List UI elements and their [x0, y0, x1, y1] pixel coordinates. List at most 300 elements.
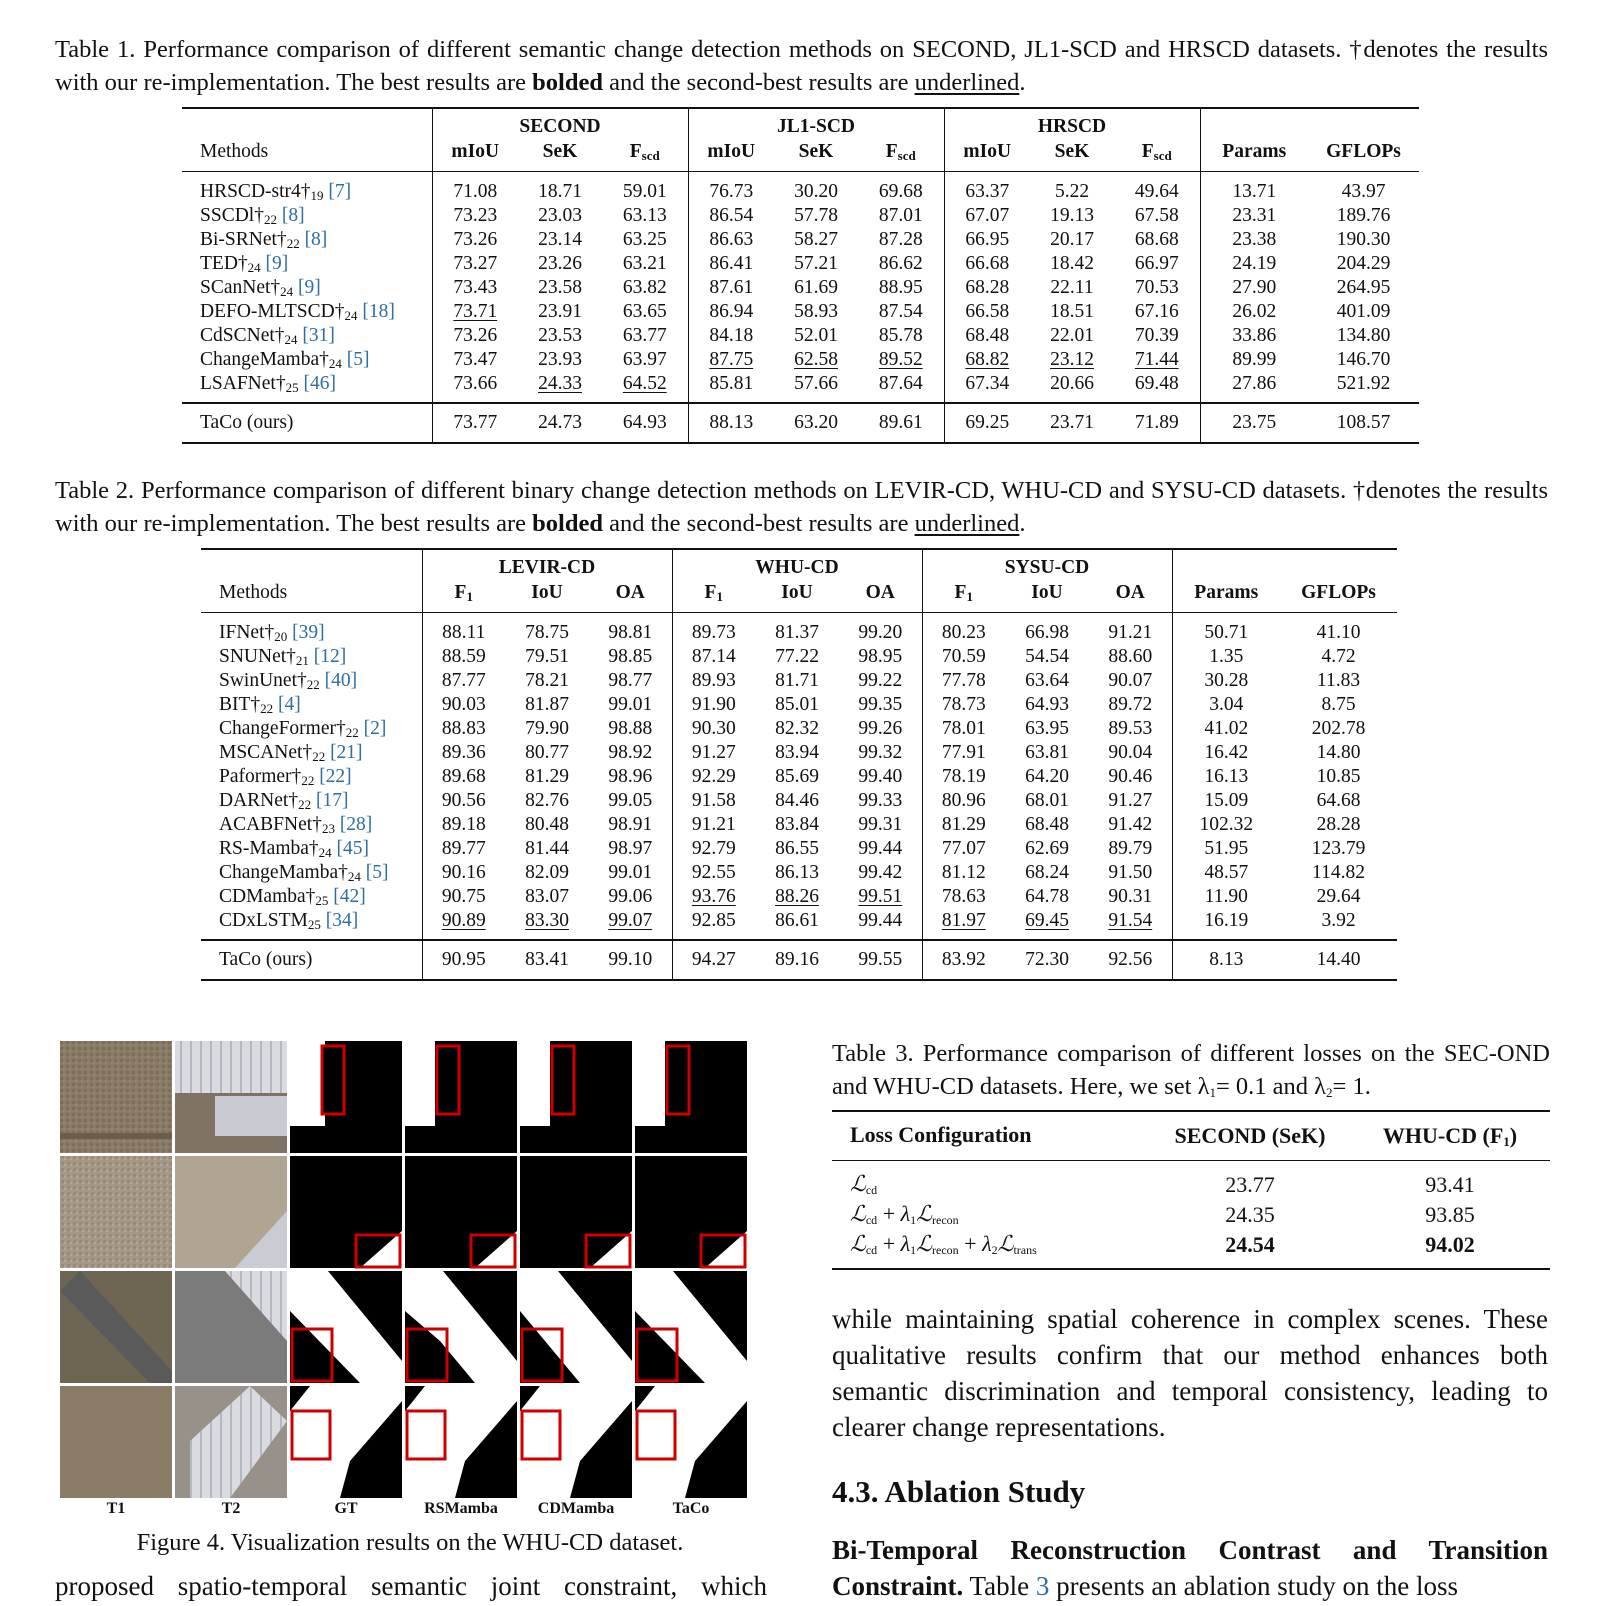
value-cell: 20.17 [1050, 229, 1094, 250]
value-cell: 85.78 [878, 325, 923, 346]
value-cell: 99.32 [858, 742, 903, 763]
method-name: $DARNet\dagger_{22}$ [17] [219, 789, 349, 812]
value-cell: 79.51 [525, 646, 569, 667]
value-cell: 50.71 [1172, 613, 1280, 646]
method-name: $SCanNet\dagger_{24}$ [9] [200, 276, 321, 299]
method-name: HRSCD-$str4\dagger_{19}$ [7] [200, 180, 352, 203]
value-cell: 73.43 [432, 276, 518, 300]
table3 [832, 1110, 1550, 1270]
value-cell: 26.02 [1200, 300, 1308, 324]
value-cell: 99.44 [858, 838, 903, 859]
value-cell: 108.57 [1336, 412, 1391, 433]
value-cell: 77.07 [922, 837, 1005, 861]
value-cell: 80.77 [525, 742, 569, 763]
value-cell: 63.64 [1025, 670, 1069, 691]
value-cell: 99.22 [858, 670, 903, 691]
value-cell: 23.38 [1200, 228, 1308, 252]
value-cell: 22.11 [1050, 277, 1094, 298]
figure4-label-rsmamba: RSMamba [424, 1500, 498, 1517]
value-cell: 67.34 [944, 372, 1030, 403]
value-cell: 89.36 [422, 741, 505, 765]
value-cell: 89.77 [422, 837, 505, 861]
citation-link[interactable]: [46] [303, 372, 336, 394]
value-cell: 19.13 [1050, 205, 1094, 226]
method-name: $RS-Mamba\dagger_{24}$ [45] [219, 837, 370, 860]
value-cell: 83.30 [525, 910, 569, 931]
value-cell: 73.47 [432, 348, 518, 372]
value-cell: 86.63 [688, 228, 774, 252]
value-cell: 90.16 [422, 861, 505, 885]
value-cell: 99.26 [858, 718, 903, 739]
value-cell: 99.33 [858, 790, 903, 811]
value-cell: 99.40 [858, 766, 903, 787]
table1: SECOND JL1-SCD HRSCD Methods mIoU SeK $F_{scd}$ mIoU SeK $F_{scd}$ mIoU SeK $F_{scd}$ Params GFLOPs HRSCD-$str4\dagger_{19}$ [7] 71.08 18.71 59.01 76.73 30.20 69.68 63.37 5.22 49.64 13.71 43.97 $SSCDl\dagger_{22}$ [8] 73.23 23.03 63.13 86.54 57.78 87.01 67.07 19.13 67.58 23.31 189.76 $Bi-SRNet\dagger_{22}$ [8] 73.26 23.14 63.25 86.63 58.27 87.28 66.95 20.17 68.68 23.38 190.30 $TED\dagger_{24}$ [9] 73.27 23.26 63.21 86.41 57.21 86.62 66.68 18.42 66.97 24.19 204.29 $SCanNet\dagger_{24}$ [9] 73.43 23.58 63.82 87.61 61.69 88.95 68.28 22.11 70.53 27.90 264.95 DEFO-$MLTSCD\dagger_{24}$ [18] 73.71 23.91 63.65 86.94 58.93 87.54 66.58 18.51 67.16 26.02 401.09 $CdSCNet\dagger_{24}$ [31] 73.26 23.53 63.77 84.18 52.01 85.78 68.48 22.01 70.39 33.86 134.80 $ChangeMamba\dagger_{24}$ [5] 73.47 23.93 63.97 87.75 62.58 89.52 68.82 23.12 71.44 89.99 146.70 $LSAFNet\dagger_{25}$ [46] 73.66 24.33 64.52 85.81 57.66 87.64 67.34 20.66 69.48 27.86 521.92 TaCo (ours) 73.77 24.73 64.93 88.13 63.20 89.61 69.25 23.71 71.89 23.75 108.57 [182, 107, 1419, 444]
method-name: $MSCANet\dagger_{22}$ [21] [219, 741, 363, 764]
value-cell: 90.30 [672, 717, 755, 741]
value-cell: 87.01 [878, 205, 923, 226]
value-cell: 77.78 [922, 669, 1005, 693]
table3-header-config: Loss Configuration [850, 1122, 1032, 1147]
value-cell: 99.44 [858, 910, 903, 931]
value-cell: 81.71 [775, 670, 819, 691]
value-cell: 92.29 [672, 765, 755, 789]
method-name: $SwinUnet\dagger_{22}$ [40] [219, 669, 358, 692]
value-cell: 79.90 [525, 718, 569, 739]
value-cell: 15.09 [1172, 789, 1280, 813]
value-cell: 63.20 [794, 412, 838, 433]
figure4-row-4 [60, 1386, 747, 1498]
value-cell: 83.07 [525, 886, 569, 907]
value-cell: 90.95 [422, 940, 505, 980]
table2-row [201, 765, 1397, 789]
value-cell: 73.71 [432, 300, 518, 324]
value-cell: 73.23 [432, 204, 518, 228]
method-name: $ChangeMamba\dagger_{24}$ [5] [219, 861, 389, 884]
value-cell: 63.25 [622, 229, 667, 250]
value-cell: 73.26 [432, 228, 518, 252]
table1-col-gflops: GFLOPs [1326, 141, 1401, 162]
value-cell: 89.93 [672, 669, 755, 693]
value-cell: 81.44 [525, 838, 569, 859]
value-cell: 86.13 [775, 862, 819, 883]
value-cell: 85.01 [775, 694, 819, 715]
value-cell: 98.95 [858, 646, 903, 667]
value-cell: 64.20 [1025, 766, 1069, 787]
method-name: $LSAFNet\dagger_{25}$ [46] [200, 372, 336, 395]
citation-link[interactable]: [21] [330, 741, 363, 763]
value-cell: 24.19 [1200, 252, 1308, 276]
value-cell: 114.82 [1312, 862, 1365, 883]
value-cell: 99.07 [608, 910, 653, 931]
value-cell: 78.73 [922, 693, 1005, 717]
table1-ours-row [182, 403, 1419, 443]
value-cell: 13.71 [1200, 172, 1308, 205]
value-cell: 87.54 [878, 301, 923, 322]
value-cell: 86.62 [878, 253, 923, 274]
citation-link[interactable]: [45] [336, 837, 370, 859]
citation-link[interactable]: [12] [313, 645, 347, 667]
value-cell: 146.70 [1336, 349, 1391, 370]
value-cell: 69.48 [1134, 373, 1179, 394]
table1-group-hrscd: HRSCD [944, 108, 1200, 139]
figure4-row-3 [60, 1271, 747, 1383]
value-cell: 86.94 [688, 300, 774, 324]
table3-caption: Table 3. Performance comparison of different losses on the SEC-OND and WHU-CD datasets. Here, we set $\lambda_1= 0.1$ and $\lambda_2= 1$. [832, 1040, 1550, 1100]
value-cell: 80.96 [922, 789, 1005, 813]
value-cell: 91.58 [672, 789, 755, 813]
value-cell: 29.64 [1316, 886, 1361, 907]
value-cell: 16.13 [1172, 765, 1280, 789]
value-cell: 3.92 [1321, 910, 1356, 931]
value-cell: 66.98 [1025, 622, 1069, 643]
value-cell: 91.50 [1108, 862, 1153, 883]
table1-caption: Table 1. Performance comparison of different semantic change detection methods on SECOND, JL1-SCD and HRSCD datasets. †denotes the results with our re-implementation. The best results are bolded and the second-best results are underlined. [55, 36, 1549, 96]
table1-row [182, 172, 1419, 205]
value-cell: 82.76 [525, 790, 569, 811]
citation-link[interactable]: [28] [339, 813, 373, 835]
value-cell: 99.31 [858, 814, 903, 835]
figure4-label-t1: T1 [106, 1500, 126, 1517]
value-cell: 68.24 [1025, 862, 1069, 883]
subsection-paragraph: Bi-Temporal Reconstruction Contrast and Transition Constraint. Table 3 presents an ablation study on the loss [832, 1535, 1548, 1601]
value-cell: 99.06 [608, 886, 653, 907]
value-cell: 86.41 [688, 252, 774, 276]
table2-methods-header: Methods [219, 582, 288, 603]
value-cell: 23.03 [538, 205, 582, 226]
value-cell: 4.72 [1321, 646, 1356, 667]
citation-link[interactable]: [18] [362, 300, 395, 322]
value-cell: 70.39 [1134, 325, 1179, 346]
table2-row [201, 837, 1397, 861]
value-cell: 64.52 [622, 373, 667, 394]
value-cell: 16.42 [1172, 741, 1280, 765]
citation-link[interactable]: [40] [324, 669, 358, 691]
table3-row: ℒ$_{cd}$ + $\lambda_1ℒ_{recon}$ 24.35 93.85 [850, 1201, 1475, 1227]
section-heading: 4.3. Ablation Study [832, 1474, 1086, 1509]
value-cell: 99.42 [858, 862, 903, 883]
left-paragraph: proposed spatio-temporal semantic joint constraint, which [55, 1571, 767, 1601]
value-cell: 68.48 [944, 324, 1030, 348]
value-cell: 67.58 [1134, 205, 1179, 226]
value-cell: 57.78 [794, 205, 838, 226]
value-cell: 98.88 [608, 718, 653, 739]
value-cell: 43.97 [1341, 181, 1386, 202]
value-cell: 68.82 [944, 348, 1030, 372]
value-cell: 54.54 [1025, 646, 1069, 667]
value-cell: 99.01 [608, 862, 653, 883]
value-cell: 83.41 [525, 949, 569, 970]
method-name: $CDMamba\dagger_{25}$ [42] [219, 885, 366, 908]
value-cell: 78.75 [525, 622, 569, 643]
value-cell: 63.97 [622, 349, 667, 370]
citation-link[interactable]: [2] [363, 717, 387, 739]
value-cell: 102.32 [1172, 813, 1280, 837]
value-cell: 23.12 [1050, 349, 1094, 370]
value-cell: 23.93 [538, 349, 582, 370]
value-cell: 69.68 [878, 181, 923, 202]
value-cell: 66.68 [944, 252, 1030, 276]
value-cell: 8.75 [1321, 694, 1356, 715]
right-paragraph: while maintaining spatial coherence in complex scenes. These qualitative results confirm that our method enhances both semantic discrimination and temporal consistency, leading to clearer change representations. [832, 1304, 1548, 1442]
method-name: CDxLSTM$_{25}$ [34] [219, 909, 359, 932]
method-name: $SSCDl\dagger_{22}$ [8] [200, 204, 305, 227]
value-cell: 83.94 [775, 742, 819, 763]
value-cell: 134.80 [1336, 325, 1391, 346]
citation-link[interactable]: [5] [365, 861, 389, 883]
value-cell: 401.09 [1336, 301, 1391, 322]
table2-row [201, 741, 1397, 765]
citation-link[interactable]: [8] [304, 228, 328, 250]
value-cell: 71.89 [1134, 412, 1179, 433]
value-cell: 99.05 [608, 790, 653, 811]
table2-row [201, 693, 1397, 717]
value-cell: 41.02 [1172, 717, 1280, 741]
figure4-label-taco: TaCo [672, 1500, 710, 1517]
value-cell: 98.97 [608, 838, 653, 859]
method-name: $CdSCNet\dagger_{24}$ [31] [200, 324, 335, 347]
table2-group-sysu: SYSU-CD [922, 549, 1172, 580]
value-cell: 91.21 [672, 813, 755, 837]
value-cell: 73.26 [432, 324, 518, 348]
value-cell: 85.81 [688, 372, 774, 403]
value-cell: 64.78 [1025, 886, 1069, 907]
value-cell: 83.92 [922, 940, 1005, 980]
value-cell: 82.32 [775, 718, 819, 739]
value-cell: 89.68 [422, 765, 505, 789]
value-cell: 90.89 [422, 909, 505, 940]
method-name: $Paformer\dagger_{22}$ [22] [219, 765, 352, 788]
value-cell: 57.21 [794, 253, 838, 274]
method-name: $TED\dagger_{24}$ [9] [200, 252, 289, 275]
value-cell: 23.91 [538, 301, 582, 322]
citation-link[interactable]: [9] [265, 252, 289, 274]
table2-row [201, 909, 1397, 940]
value-cell: 88.13 [688, 403, 774, 443]
value-cell: 30.20 [794, 181, 838, 202]
value-cell: 78.19 [922, 765, 1005, 789]
value-cell: 23.75 [1200, 403, 1308, 443]
value-cell: 264.95 [1336, 277, 1391, 298]
value-cell: 123.79 [1311, 838, 1366, 859]
value-cell: 98.77 [608, 670, 653, 691]
value-cell: 87.77 [422, 669, 505, 693]
table1-col-miou: mIoU [432, 139, 518, 172]
value-cell: 81.29 [922, 813, 1005, 837]
value-cell: 90.04 [1108, 742, 1153, 763]
value-cell: 41.10 [1316, 622, 1361, 643]
citation-link[interactable]: [22] [319, 765, 352, 787]
value-cell: 99.35 [858, 694, 903, 715]
value-cell: 1.35 [1172, 645, 1280, 669]
value-cell: 23.71 [1050, 412, 1094, 433]
citation-link[interactable]: [34] [325, 909, 359, 931]
citation-link[interactable]: [9] [298, 276, 321, 298]
value-cell: 99.55 [858, 949, 903, 970]
value-cell: 24.73 [538, 412, 582, 433]
table2-row [201, 645, 1397, 669]
value-cell: 91.90 [672, 693, 755, 717]
value-cell: 91.42 [1108, 814, 1153, 835]
value-cell: 68.28 [944, 276, 1030, 300]
value-cell: 22.01 [1050, 325, 1094, 346]
value-cell: 88.26 [775, 886, 819, 907]
value-cell: 84.46 [775, 790, 819, 811]
value-cell: 87.14 [672, 645, 755, 669]
value-cell: 16.19 [1172, 909, 1280, 940]
value-cell: 98.81 [608, 622, 653, 643]
citation-link[interactable]: [7] [328, 180, 352, 202]
value-cell: 49.64 [1134, 181, 1179, 202]
value-cell: 90.07 [1108, 670, 1153, 691]
value-cell: 72.30 [1025, 949, 1069, 970]
value-cell: 63.21 [622, 253, 667, 274]
table3-header-second: SECOND (SeK) [1174, 1123, 1326, 1148]
value-cell: 63.77 [622, 325, 667, 346]
value-cell: 24.33 [538, 373, 582, 394]
method-name: $ACABFNet\dagger_{23}$ [28] [219, 813, 373, 836]
value-cell: 33.86 [1200, 324, 1308, 348]
citation-link[interactable]: [17] [315, 789, 349, 811]
value-cell: 59.01 [622, 181, 667, 202]
value-cell: 99.01 [608, 694, 653, 715]
citation-link[interactable]: [42] [333, 885, 366, 907]
value-cell: 86.61 [775, 910, 819, 931]
value-cell: 76.73 [688, 172, 774, 205]
table2-caption-label: Table 2. [55, 477, 135, 504]
value-cell: 89.73 [672, 613, 755, 646]
table2-row [201, 789, 1397, 813]
table2-row [201, 885, 1397, 909]
value-cell: 91.27 [1108, 790, 1153, 811]
value-cell: 73.77 [432, 403, 518, 443]
value-cell: 68.01 [1025, 790, 1069, 811]
value-cell: 63.95 [1025, 718, 1069, 739]
value-cell: 71.08 [432, 172, 518, 205]
value-cell: 89.72 [1108, 694, 1153, 715]
table1-col-fscd: $F_{scd}$ [629, 140, 660, 163]
value-cell: 73.27 [432, 252, 518, 276]
value-cell: 66.97 [1134, 253, 1179, 274]
value-cell: 62.69 [1025, 838, 1069, 859]
value-cell: 11.90 [1172, 885, 1280, 909]
method-name: $Bi-SRNet\dagger_{22}$ [8] [200, 228, 328, 251]
value-cell: 18.71 [538, 181, 582, 202]
value-cell: 91.54 [1108, 910, 1153, 931]
value-cell: 48.57 [1172, 861, 1280, 885]
value-cell: 81.87 [525, 694, 569, 715]
value-cell: 86.55 [775, 838, 819, 859]
value-cell: 204.29 [1336, 253, 1391, 274]
value-cell: 78.01 [922, 717, 1005, 741]
value-cell: 90.75 [422, 885, 505, 909]
value-cell: 23.14 [538, 229, 582, 250]
table1-row [182, 300, 1419, 324]
value-cell: 62.58 [794, 349, 838, 370]
value-cell: 78.63 [922, 885, 1005, 909]
value-cell: 88.60 [1108, 646, 1153, 667]
citation-link[interactable]: [4] [278, 693, 301, 715]
value-cell: 69.25 [944, 403, 1030, 443]
citation-link[interactable]: [39] [292, 621, 325, 643]
value-cell: 67.07 [944, 204, 1030, 228]
value-cell: 14.40 [1316, 949, 1361, 970]
value-cell: 94.27 [672, 940, 755, 980]
table1-row [182, 252, 1419, 276]
table1-row [182, 372, 1419, 403]
table-ref-link[interactable]: 3 [1035, 1571, 1050, 1601]
value-cell: 70.59 [922, 645, 1005, 669]
value-cell: 99.20 [858, 622, 903, 643]
value-cell: 27.86 [1200, 372, 1308, 403]
value-cell: 189.76 [1336, 205, 1391, 226]
value-cell: 77.91 [922, 741, 1005, 765]
value-cell: 82.09 [525, 862, 569, 883]
value-cell: 89.18 [422, 813, 505, 837]
table1-caption-label: Table 1. [55, 36, 136, 63]
value-cell: 70.53 [1134, 277, 1179, 298]
table2-row [201, 813, 1397, 837]
figure4-grid [60, 1041, 752, 1499]
table2: LEVIR-CD WHU-CD SYSU-CD Methods $F_1$ IoU OA $F_1$ IoU OA $F_1$ IoU OA Params GFLOPs $IFNet\dagger_{20}$ [39] 88.11 78.75 98.81 89.73 81.37 99.20 80.23 66.98 91.21 50.71 41.10 $SNUNet\dagger_{21}$ [12] 88.59 79.51 98.85 87.14 77.22 98.95 70.59 54.54 88.60 1.35 4.72 $SwinUnet\dagger_{22}$ [40] 87.77 78.21 98.77 89.93 81.71 99.22 77.78 63.64 90.07 30.28 11.83 $BIT\dagger_{22}$ [4] 90.03 81.87 99.01 91.90 85.01 99.35 78.73 64.93 89.72 3.04 8.75 $ChangeFormer\dagger_{22}$ [2] 88.83 79.90 98.88 90.30 82.32 99.26 78.01 63.95 89.53 41.02 202.78 $MSCANet\dagger_{22}$ [21] 89.36 80.77 98.92 91.27 83.94 99.32 77.91 63.81 90.04 16.42 14.80 $Paformer\dagger_{22}$ [22] 89.68 81.29 98.96 92.29 85.69 99.40 78.19 64.20 90.46 16.13 10.85 $DARNet\dagger_{22}$ [17] 90.56 82.76 99.05 91.58 84.46 99.33 80.96 68.01 91.27 15.09 64.68 $ACABFNet\dagger_{23}$ [28] 89.18 80.48 98.91 91.21 83.84 99.31 81.29 68.48 91.42 102.32 28.28 $RS-Mamba\dagger_{24}$ [45] 89.77 81.44 98.97 92.79 86.55 99.44 77.07 62.69 89.79 51.95 123.79 $ChangeMamba\dagger_{24}$ [5] 90.16 82.09 99.01 92.55 86.13 99.42 81.12 68.24 91.50 48.57 114.82 $CDMamba\dagger_{25}$ [42] 90.75 83.07 99.06 93.76 88.26 99.51 78.63 64.78 90.31 11.90 29.64 CDxLSTM$_{25}$ [34] 90.89 83.30 99.07 92.85 86.61 99.44 81.97 69.45 91.54 16.19 3.92 TaCo (ours) 90.95 83.41 99.10 94.27 89.16 99.55 83.92 72.30 92.56 8.13 14.40 [201, 548, 1397, 981]
value-cell: 91.27 [672, 741, 755, 765]
table2-row [201, 669, 1397, 693]
value-cell: 64.93 [1025, 694, 1069, 715]
value-cell: 92.79 [672, 837, 755, 861]
table2-col-params: Params [1172, 580, 1280, 613]
value-cell: 77.22 [775, 646, 819, 667]
value-cell: 5.22 [1054, 181, 1090, 202]
value-cell: 63.65 [622, 301, 667, 322]
value-cell: 20.66 [1050, 373, 1094, 394]
table1-col-params: Params [1200, 139, 1308, 172]
value-cell: 69.45 [1025, 910, 1069, 931]
value-cell: 202.78 [1311, 718, 1366, 739]
citation-link[interactable]: [8] [281, 204, 305, 226]
table3-header-whu: WHU-CD $(F_1)$ [1382, 1122, 1518, 1149]
value-cell: 64.93 [622, 412, 667, 433]
value-cell: 18.51 [1050, 301, 1094, 322]
method-name: TaCo (ours) [200, 412, 294, 433]
value-cell: 99.51 [858, 886, 903, 907]
value-cell: 89.52 [878, 349, 923, 370]
table1-row [182, 228, 1419, 252]
value-cell: 10.85 [1316, 766, 1361, 787]
method-name: $ChangeMamba\dagger_{24}$ [5] [200, 348, 370, 371]
table2-group-levir: LEVIR-CD [422, 549, 672, 580]
value-cell: 67.16 [1134, 301, 1179, 322]
table2-row [201, 613, 1397, 646]
value-cell: 68.68 [1134, 229, 1179, 250]
value-cell: 98.91 [608, 814, 653, 835]
value-cell: 85.69 [775, 766, 819, 787]
value-cell: 92.55 [672, 861, 755, 885]
value-cell: 23.58 [538, 277, 582, 298]
value-cell: 28.28 [1316, 814, 1361, 835]
value-cell: 64.68 [1316, 790, 1361, 811]
table1-row [182, 348, 1419, 372]
value-cell: 23.53 [538, 325, 582, 346]
value-cell: 90.46 [1108, 766, 1153, 787]
table1-row [182, 276, 1419, 300]
value-cell: 81.29 [525, 766, 569, 787]
citation-link[interactable]: [5] [346, 348, 370, 370]
value-cell: 11.83 [1316, 670, 1361, 691]
citation-link[interactable]: [31] [302, 324, 335, 346]
value-cell: 89.61 [878, 412, 923, 433]
value-cell: 90.56 [422, 789, 505, 813]
table2-row [201, 861, 1397, 885]
table2-caption: Table 2. Performance comparison of different binary change detection methods on LEVIR-CD, WHU-CD and SYSU-CD datasets. †denotes the results with our re-implementation. The best results are bolded and the second-best results are underlined. [55, 477, 1549, 537]
